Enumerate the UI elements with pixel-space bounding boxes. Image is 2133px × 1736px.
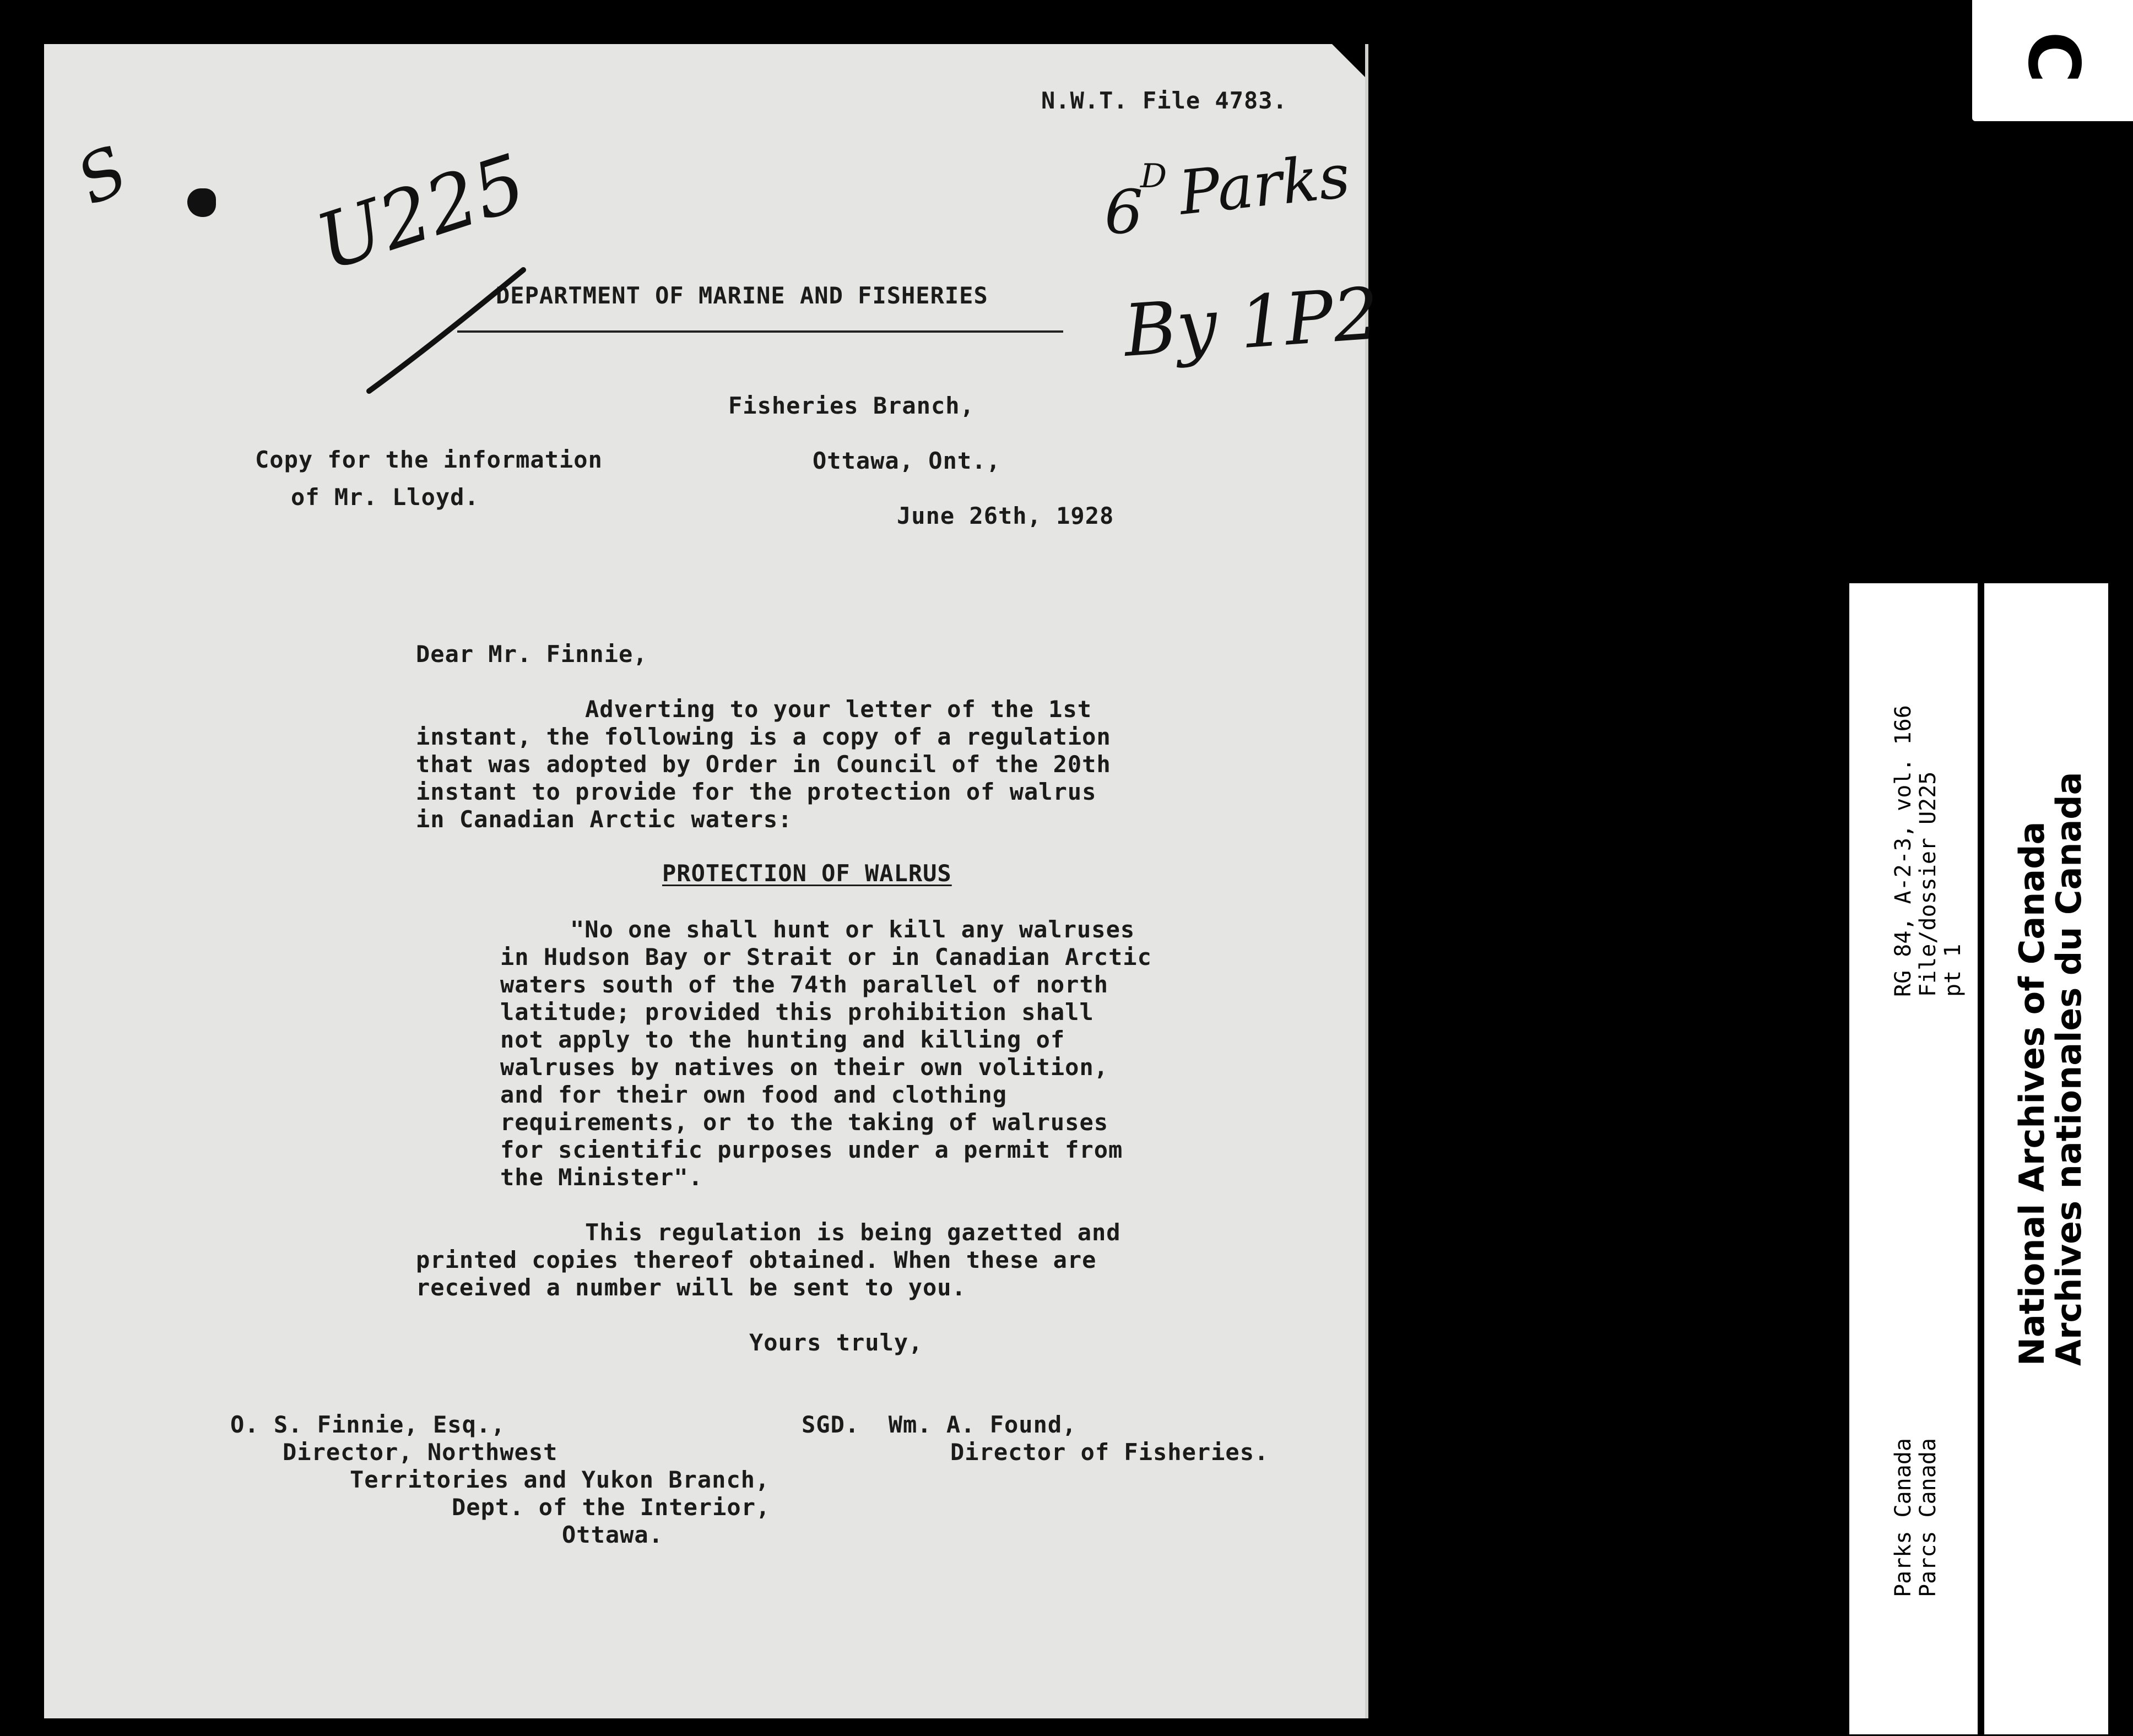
section-title: PROTECTION OF WALRUS <box>662 860 952 887</box>
paragraph-2-line: This regulation is being gazetted and <box>585 1219 1121 1246</box>
paragraph-2-line: printed copies thereof obtained. When these are <box>416 1246 1097 1273</box>
handwritten-mark-left: S <box>66 132 139 220</box>
date-line: June 26th, 1928 <box>897 502 1114 529</box>
page-corner-fold <box>1332 44 1365 77</box>
quote-line: waters south of the 74th parallel of north <box>500 971 1109 998</box>
ink-blot <box>187 188 216 217</box>
paragraph-1-line: instant, the following is a copy of a regulation <box>416 723 1111 750</box>
tab-letter: C <box>2012 31 2094 83</box>
quote-line: and for their own food and clothing <box>500 1081 1008 1108</box>
addressee-line: Territories and Yukon Branch, <box>350 1466 770 1493</box>
handwritten-parks: Parks <box>1176 140 1354 229</box>
archive-reference-line-3: pt 1 <box>1940 943 1966 997</box>
paragraph-2-line: received a number will be sent to you. <box>416 1274 966 1301</box>
paragraph-1-line: Adverting to your letter of the 1st <box>585 696 1092 723</box>
label-divider <box>1978 583 1984 1734</box>
addressee-line: Director, Northwest <box>283 1439 558 1466</box>
archive-name-fr: Archives nationales du Canada <box>2049 772 2089 1366</box>
quote-line: the Minister". <box>500 1164 703 1191</box>
paragraph-1-line: that was adopted by Order in Council of the 20th <box>416 751 1111 778</box>
agency-name-en: Parks Canada <box>1891 1438 1916 1597</box>
signatory-title: Director of Fisheries. <box>950 1439 1269 1466</box>
quote-line: not apply to the hunting and killing of <box>500 1026 1065 1053</box>
archive-reference-line-1: RG 84, A-2-3, vol. 166 <box>1891 705 1916 997</box>
quote-line: in Hudson Bay or Strait or in Canadian Arctic <box>500 943 1152 970</box>
addressee-line: Ottawa. <box>562 1521 664 1548</box>
quote-line: for scientific purposes under a permit from <box>500 1136 1123 1163</box>
handwritten-number-six: 6 <box>1105 177 1143 247</box>
addressee-line: Dept. of the Interior, <box>452 1494 771 1521</box>
file-reference: N.W.T. File 4783. <box>1041 87 1287 114</box>
quote-line: walruses by natives on their own volition, <box>500 1054 1109 1081</box>
department-heading: DEPARTMENT OF MARINE AND FISHERIES <box>496 282 988 309</box>
archive-reference-line-2: File/dossier U225 <box>1915 771 1941 997</box>
addressee-line: O. S. Finnie, Esq., <box>230 1411 506 1438</box>
handwritten-superscript: D <box>1140 157 1167 196</box>
archive-name-en: National Archives of Canada <box>2012 821 2052 1366</box>
heading-rule <box>457 330 1063 333</box>
copy-note-line-1: Copy for the information <box>255 446 603 473</box>
copy-note-line-2: of Mr. Lloyd. <box>291 484 479 511</box>
handwritten-slash <box>364 264 529 397</box>
handwritten-file-number: U225 <box>306 137 537 289</box>
handwritten-initials: By 1P2 <box>1121 272 1382 373</box>
salutation: Dear Mr. Finnie, <box>416 641 648 668</box>
paragraph-1-line: instant to provide for the protection of walrus <box>416 778 1097 805</box>
quote-line: requirements, or to the taking of walruses <box>500 1109 1109 1136</box>
agency-name-fr: Parcs Canada <box>1915 1438 1941 1597</box>
signature-line: SGD. Wm. A. Found, <box>802 1411 1077 1438</box>
quote-line: latitude; provided this prohibition shall <box>500 999 1094 1026</box>
quote-line: "No one shall hunt or kill any walruses <box>570 916 1135 943</box>
city-line: Ottawa, Ont., <box>813 447 1001 474</box>
branch-line: Fisheries Branch, <box>728 392 975 419</box>
paragraph-1-line: in Canadian Arctic waters: <box>416 806 793 833</box>
closing: Yours truly, <box>749 1329 923 1356</box>
